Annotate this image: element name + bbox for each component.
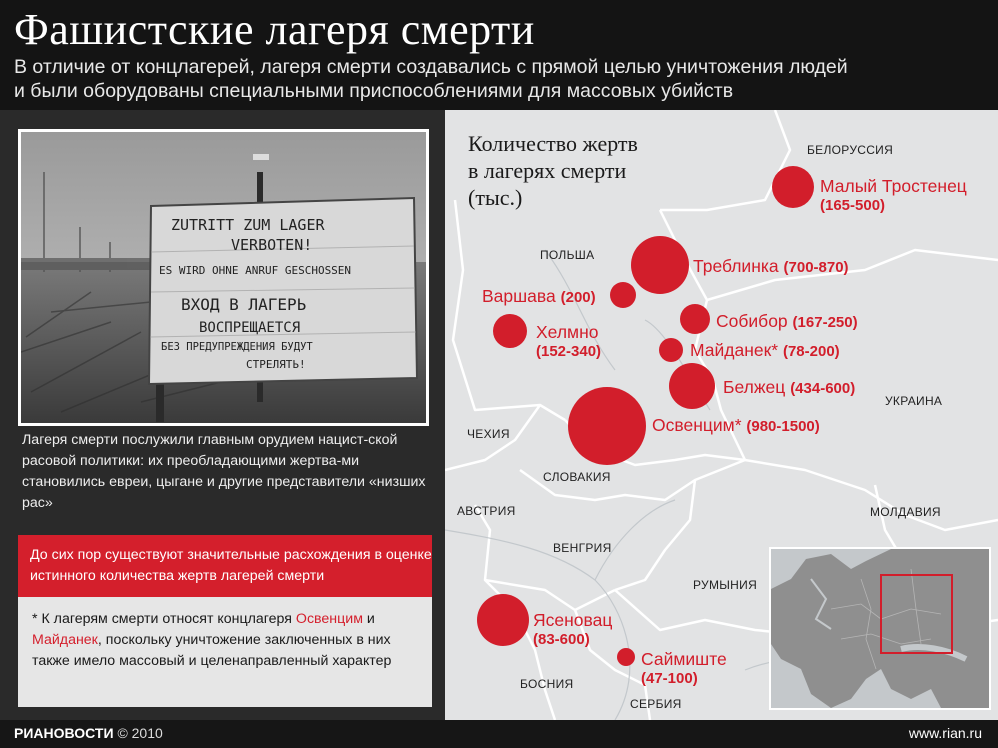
page-subtitle xyxy=(14,55,914,103)
camp-victims-range: (434-600) xyxy=(790,380,856,397)
map-title-line-1: Количество жертв xyxy=(468,131,638,156)
camp-marker-chelmno xyxy=(493,314,527,348)
camp-victims-range: (78-200) xyxy=(782,343,840,360)
map-title xyxy=(468,130,708,211)
camp-marker-belzec xyxy=(669,363,715,409)
sign-text-2: VERBOTEN! xyxy=(231,236,313,254)
photo-caption: Лагеря смерти послужили главным орудием нацист-ской расовой политики: их преобладающими жертва-ми становились евреи, цыгане и другие представители «низших рас» xyxy=(22,432,426,511)
camp-label-sobibor xyxy=(716,311,858,333)
footnote-camp-majdanek: Майданек xyxy=(32,632,98,648)
country-label-belarus: БЕЛОРУССИЯ xyxy=(807,143,894,157)
camp-label-treblinka xyxy=(693,256,849,278)
sign-text-7: СТРЕЛЯТЬ! xyxy=(246,358,306,371)
inset-map-drawing xyxy=(771,549,989,708)
camp-name: Майданек* xyxy=(690,340,779,360)
camp-victims-range: (152-340) xyxy=(536,343,602,360)
camp-name: Малый Тростенец xyxy=(820,176,967,196)
country-label-poland: ПОЛЬША xyxy=(540,248,595,262)
camp-marker-sobibor xyxy=(680,304,710,334)
sign-text-4: ВХОД В ЛАГЕРЬ xyxy=(181,295,307,314)
header xyxy=(0,0,998,110)
camp-name: Освенцим* xyxy=(652,415,742,435)
camp-name: Хелмно xyxy=(536,322,599,342)
camp-label-maly-trostenets xyxy=(820,176,967,216)
camp-marker-warsaw xyxy=(610,282,636,308)
country-label-czechia: ЧЕХИЯ xyxy=(467,427,510,441)
camp-label-belzec xyxy=(723,377,855,399)
footnote-camp-auschwitz: Освенцим xyxy=(295,611,363,627)
camp-marker-jasenovac xyxy=(477,594,529,646)
camp-name: Собибор xyxy=(716,311,788,331)
camp-label-majdanek xyxy=(690,340,840,362)
historical-photo xyxy=(18,129,429,426)
camp-name: Треблинка xyxy=(693,256,779,276)
map-title-line-3: (тыс.) xyxy=(468,185,523,210)
country-label-austria: АВСТРИЯ xyxy=(457,504,516,518)
country-label-slovakia: СЛОВАКИЯ xyxy=(543,470,611,484)
camp-victims-range: (980-1500) xyxy=(746,418,820,435)
map-title-line-2: в лагерях смерти xyxy=(468,158,627,183)
camp-label-jasenovac xyxy=(533,610,612,650)
footnote-mid: и xyxy=(362,611,375,627)
camp-label-auschwitz xyxy=(652,415,820,437)
footer xyxy=(0,720,998,748)
copyright-year: © 2010 xyxy=(117,725,163,741)
camp-marker-sajmiste xyxy=(617,648,635,666)
camp-victims-range: (165-500) xyxy=(820,197,886,214)
subtitle-line-2: и были оборудованы специальными приспособлениями для массовых убийств xyxy=(14,80,734,102)
camp-marker-majdanek xyxy=(659,338,683,362)
sign-text-6: БЕЗ ПРЕДУПРЕЖДЕНИЯ БУДУТ xyxy=(161,341,313,353)
country-label-ukraine: УКРАИНА xyxy=(885,394,943,408)
sign-text-1: ZUTRITT ZUM LAGER xyxy=(171,216,325,234)
camp-name: Варшава xyxy=(482,286,556,306)
footnote-box xyxy=(18,597,432,707)
subtitle-line-1: В отличие от концлагерей, лагеря смерти создавались с прямой целью уничтожения людей xyxy=(14,56,848,78)
camp-victims-range: (700-870) xyxy=(783,259,849,276)
footnote-suffix: , поскольку уничтожение заключенных в них также имело массовый и целенаправленный характер xyxy=(32,632,392,669)
brand-name: РИАНОВОСТИ xyxy=(14,725,114,741)
footnote-prefix: * К лагерям смерти относят концлагеря xyxy=(32,611,296,627)
sign-text-3: ES WIRD OHNE ANRUF GESCHOSSEN xyxy=(159,264,352,277)
page-title: Фашистские лагеря смерти xyxy=(14,5,535,54)
camp-marker-treblinka xyxy=(631,236,689,294)
country-label-romania: РУМЫНИЯ xyxy=(693,578,758,592)
camp-victims-range: (83-600) xyxy=(533,631,590,648)
discrepancy-alert: До сих пор существуют значительные расхождения в оценке истинного количества жертв лагерей смерти xyxy=(18,535,432,597)
camp-label-sajmiste xyxy=(641,649,727,689)
country-label-hungary: ВЕНГРИЯ xyxy=(553,541,612,555)
camp-victims-range: (167-250) xyxy=(792,314,858,331)
camp-marker-auschwitz xyxy=(568,387,646,465)
inset-locator-map xyxy=(769,547,991,710)
site-link[interactable]: www.rian.ru xyxy=(908,725,982,741)
country-label-serbia: СЕРБИЯ xyxy=(630,697,682,711)
photo-illustration xyxy=(21,132,426,423)
camp-victims-range: (200) xyxy=(560,289,596,306)
camp-label-chelmno xyxy=(536,322,601,362)
sign-text-5: ВОСПРЕЩАЕТСЯ xyxy=(199,320,301,336)
brand-logo xyxy=(14,725,163,741)
camp-name: Белжец xyxy=(723,377,786,397)
camp-victims-range: (47-100) xyxy=(641,670,698,687)
camp-name: Саймиште xyxy=(641,649,727,669)
camp-marker-maly-trostenets xyxy=(772,166,814,208)
country-label-moldova: МОЛДАВИЯ xyxy=(870,505,941,519)
camp-label-warsaw xyxy=(482,286,596,308)
camp-name: Ясеновац xyxy=(533,610,613,630)
country-label-bosnia: БОСНИЯ xyxy=(520,677,574,691)
